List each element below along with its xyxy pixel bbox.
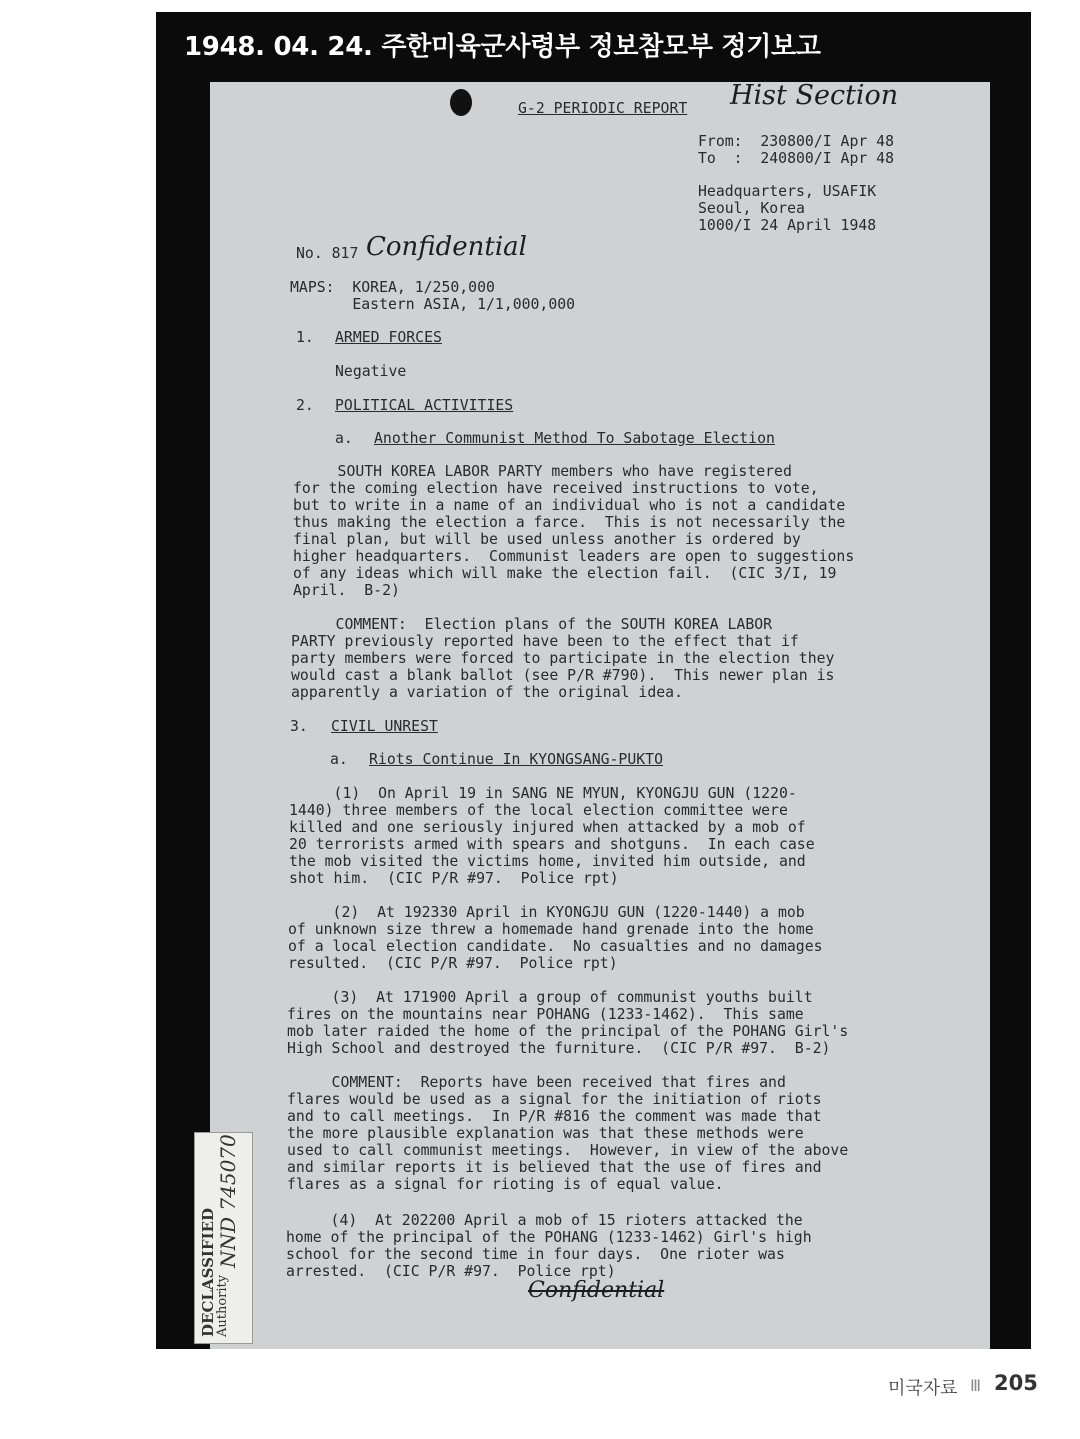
stamp-authority: Authority (215, 1274, 230, 1337)
page-title: 1948. 04. 24. 주한미육군사령부 정보참모부 정기보고 (184, 32, 821, 62)
stamp-title: DECLASSIFIED (199, 1207, 217, 1337)
paragraph-line: of unknown size threw a homemade hand grenade into the home (288, 921, 814, 938)
paragraph-line: shot him. (CIC P/R #97. Police rpt) (289, 870, 619, 887)
paragraph-line: the mob visited the victims home, invited him outside, and (289, 853, 806, 870)
paragraph-line: High School and destroyed the furniture. (CIC P/R #97. B-2) (287, 1040, 831, 1057)
paragraph-line: 1440) three members of the local election committee were (289, 802, 788, 819)
paragraph-line: April. B-2) (293, 582, 400, 599)
paragraph-line: fires on the mountains near POHANG (1233-1462). This same (287, 1006, 804, 1023)
paragraph-line: flares as a signal for rioting is of equal value. (287, 1176, 724, 1193)
paragraph-line: of a local election candidate. No casualties and no damages (288, 938, 823, 955)
paragraph-line: PARTY previously reported have been to the effect that if (291, 633, 799, 650)
paragraph-line: (4) At 202200 April a mob of 15 rioters attacked the (286, 1212, 803, 1229)
paragraph-line: but to write in a name of an individual who is not a candidate (293, 497, 846, 514)
subsection-title: Riots Continue In KYONGSANG-PUKTO (369, 751, 663, 768)
paragraph-line: used to call communist meetings. However, in view of the above (287, 1142, 849, 1159)
footer-section-label: 미국자료 (888, 1378, 958, 1399)
paragraph-line: would cast a blank ballot (see P/R #790). This newer plan is (291, 667, 835, 684)
report-title: G-2 PERIODIC REPORT (518, 100, 688, 117)
section-number: 2. (296, 397, 314, 414)
paragraph-line: SOUTH KOREA LABOR PARTY members who have registered (293, 463, 792, 480)
subsection-letter: a. (330, 751, 348, 768)
paragraph-line: the more plausible explanation was that these methods were (287, 1125, 804, 1142)
handwritten-confidential: Confidential (366, 232, 527, 262)
section-title: CIVIL UNREST (331, 718, 438, 735)
punch-hole-icon (450, 89, 472, 116)
document-frame (156, 12, 1031, 1349)
footer-separator: Ⅲ (970, 1376, 982, 1395)
hq-line: 1000/I 24 April 1948 (698, 217, 877, 234)
section-number: 1. (296, 329, 314, 346)
paragraph-line: home of the principal of the POHANG (1233-1462) Girl's high (286, 1229, 812, 1246)
paragraph-line: final plan, but will be used unless another is ordered by (293, 531, 801, 548)
paragraph-line: (3) At 171900 April a group of communist youths built (287, 989, 813, 1006)
paragraph-line: and similar reports it is believed that the use of fires and (287, 1159, 822, 1176)
paragraph-line: flares would be used as a signal for the initiation of riots (287, 1091, 822, 1108)
hq-line: Seoul, Korea (698, 200, 805, 217)
handwritten-note: Hist Section (730, 80, 899, 111)
paragraph-line: (2) At 192330 April in KYONGJU GUN (1220-1440) a mob (288, 904, 805, 921)
paragraph-line: 20 terrorists armed with spears and shotguns. In each case (289, 836, 815, 853)
paragraph-line: of any ideas which will make the election fail. (CIC 3/I, 19 (293, 565, 837, 582)
paragraph-line: apparently a variation of the original idea. (291, 684, 683, 701)
paragraph-line: for the coming election have received instructions to vote, (293, 480, 819, 497)
report-number: No. 817 (296, 245, 359, 262)
handwritten-signature: Confidential (528, 1278, 665, 1303)
document-scan (199, 80, 990, 1349)
paragraph-line: killed and one seriously injured when attacked by a mob of (289, 819, 806, 836)
paragraph-line: higher headquarters. Communist leaders are open to suggestions (293, 548, 855, 565)
paragraph-line: arrested. (CIC P/R #97. Police rpt) (286, 1263, 616, 1280)
paragraph-line: COMMENT: Election plans of the SOUTH KOREA LABOR (291, 616, 773, 633)
paragraph-line: and to call meetings. In P/R #816 the comment was made that (287, 1108, 822, 1125)
paragraph-line: thus making the election a farce. This is not necessarily the (293, 514, 846, 531)
page-number: 205 (994, 1371, 1038, 1395)
subsection-letter: a. (335, 430, 353, 447)
subsection-title: Another Communist Method To Sabotage Election (374, 430, 775, 447)
from-line: From: 230800/I Apr 48 (698, 133, 894, 150)
paragraph-line: resulted. (CIC P/R #97. Police rpt) (288, 955, 618, 972)
paragraph-line: mob later raided the home of the principal of the POHANG Girl's (287, 1023, 849, 1040)
hq-line: Headquarters, USAFIK (698, 183, 877, 200)
section-title: ARMED FORCES (335, 329, 442, 346)
declassified-stamp (194, 1132, 253, 1344)
paragraph-line: (1) On April 19 in SANG NE MYUN, KYONGJU GUN (1220- (289, 785, 797, 802)
maps-line: Eastern ASIA, 1/1,000,000 (290, 296, 576, 313)
paragraph-line: COMMENT: Reports have been received that fires and (287, 1074, 786, 1091)
stamp-number: NND 745070 (216, 1134, 240, 1268)
paragraph-line: party members were forced to participate in the election they (291, 650, 835, 667)
section-body: Negative (335, 363, 407, 380)
maps-line: MAPS: KOREA, 1/250,000 (290, 279, 495, 296)
section-title: POLITICAL ACTIVITIES (335, 397, 514, 414)
section-number: 3. (290, 718, 308, 735)
to-line: To : 240800/I Apr 48 (698, 150, 894, 167)
paragraph-line: school for the second time in four days. One rioter was (286, 1246, 785, 1263)
